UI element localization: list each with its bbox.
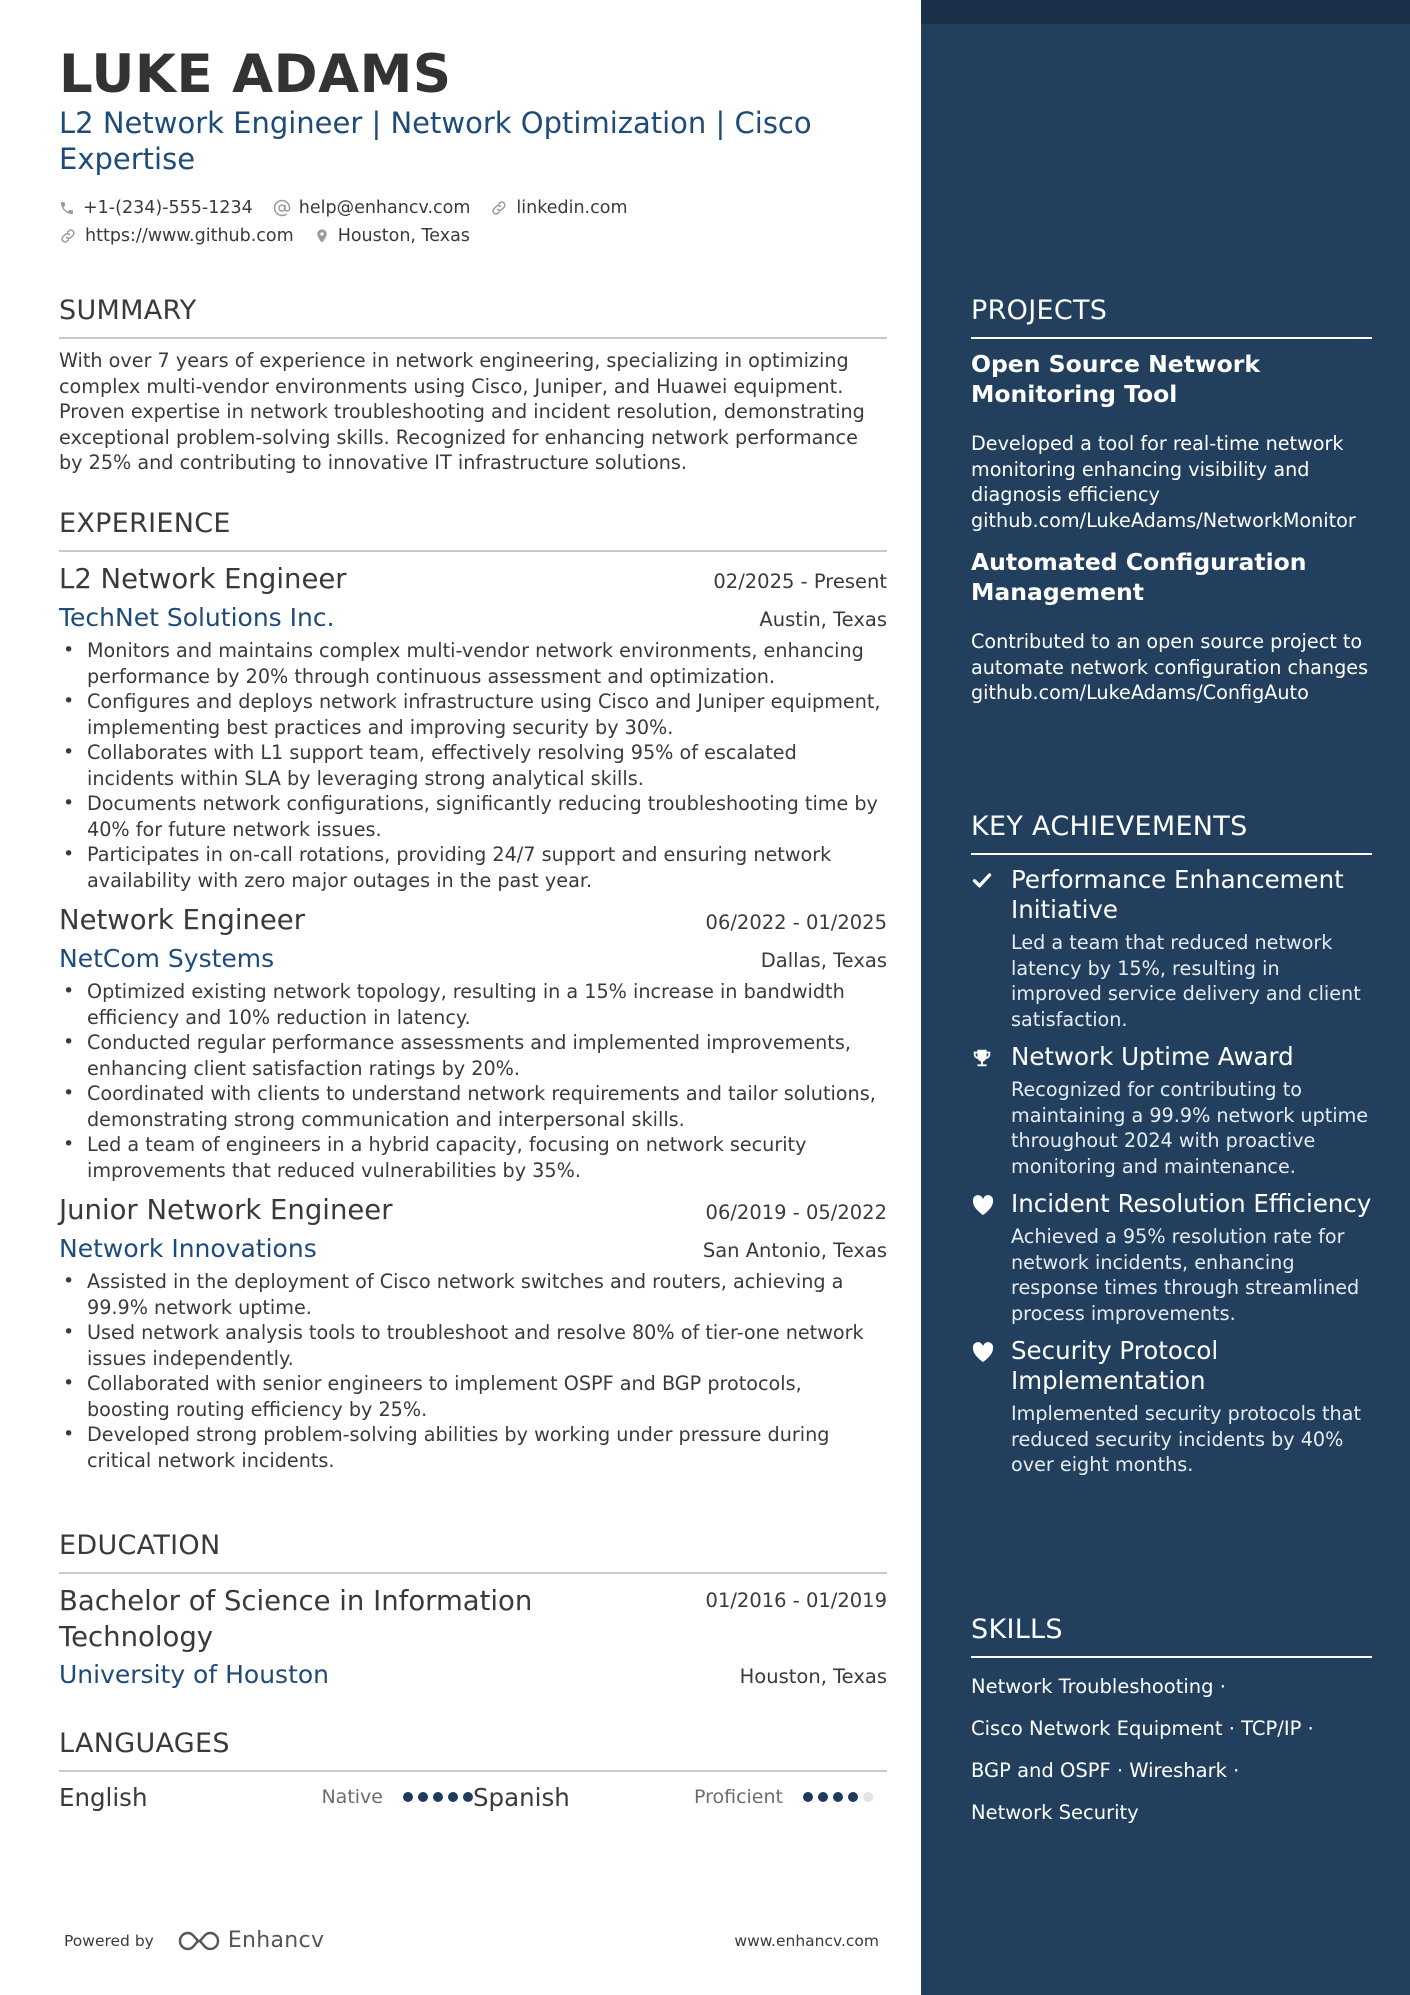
section-title: EXPERIENCE bbox=[59, 507, 887, 552]
at-icon bbox=[273, 199, 291, 217]
experience-section bbox=[59, 507, 887, 1473]
linkedin-text: linkedin.com bbox=[516, 198, 628, 218]
enhancv-logo[interactable] bbox=[176, 1928, 324, 1953]
project-description: Contributed to an open source project to automate network configuration changes bbox=[971, 630, 1369, 679]
language-name: English bbox=[59, 1782, 148, 1812]
job-title: Network Engineer bbox=[59, 904, 306, 936]
education-location: Houston, Texas bbox=[739, 1665, 887, 1688]
job-location: Austin, Texas bbox=[759, 608, 887, 631]
projects-section bbox=[971, 294, 1372, 706]
project-link[interactable]: github.com/LukeAdams/NetworkMonitor bbox=[971, 508, 1356, 532]
achievement-item bbox=[971, 1189, 1372, 1326]
job-company: TechNet Solutions Inc. bbox=[59, 603, 335, 632]
job-bullets bbox=[59, 979, 887, 1183]
skill-line: Network Security bbox=[971, 1801, 1139, 1824]
project-description: Developed a tool for real-time network monitoring enhancing visibility and diagnosis efficiency bbox=[971, 432, 1344, 506]
skill-line: BGP and OSPF · Wireshark · bbox=[971, 1759, 1240, 1782]
achievement-description: Led a team that reduced network latency by 15%, resulting in improved service delivery and client satisfaction. bbox=[1011, 931, 1361, 1031]
section-title: SUMMARY bbox=[59, 294, 887, 339]
rating-dot-filled bbox=[433, 1792, 443, 1802]
job-bullets bbox=[59, 1269, 887, 1473]
section-title: KEY ACHIEVEMENTS bbox=[971, 810, 1372, 855]
powered-by-label: Powered by bbox=[64, 1931, 154, 1950]
job-location: San Antonio, Texas bbox=[702, 1239, 887, 1262]
phone-text: +1-(234)-555-1234 bbox=[83, 198, 253, 218]
contact-linkedin[interactable] bbox=[490, 198, 627, 218]
bullet-item: • Participates in on-call rotations, providing 24/7 support and ensuring network availability with zero major outages in the past year. bbox=[59, 842, 887, 893]
footer-site[interactable]: www.enhancv.com bbox=[734, 1931, 879, 1950]
languages-section bbox=[59, 1727, 887, 1812]
heart-icon bbox=[971, 1341, 995, 1363]
headline: L2 Network Engineer | Network Optimization | Cisco Expertise bbox=[59, 106, 812, 176]
language-rating bbox=[403, 1792, 473, 1802]
achievement-title: Performance Enhancement Initiative bbox=[1011, 865, 1344, 924]
language-item bbox=[473, 1783, 873, 1812]
project-item bbox=[971, 547, 1372, 706]
bullet-item: • Assisted in the deployment of Cisco network switches and routers, achieving a 99.9% network uptime. bbox=[59, 1269, 887, 1320]
achievement-item bbox=[971, 1336, 1372, 1478]
brand-name: Enhancv bbox=[227, 1928, 325, 1953]
rating-dot-filled bbox=[833, 1792, 843, 1802]
job-dates: 06/2022 - 01/2025 bbox=[705, 911, 887, 934]
project-title: Automated Configuration Management bbox=[971, 548, 1307, 606]
skills-section bbox=[971, 1613, 1372, 1834]
skills-list bbox=[971, 1666, 1372, 1834]
rating-dot-empty bbox=[863, 1792, 873, 1802]
degree: Bachelor of Science in Information Technology bbox=[59, 1585, 533, 1653]
rating-dot-filled bbox=[803, 1792, 813, 1802]
bullet-item: • Used network analysis tools to troubleshoot and resolve 80% of tier-one network issues independently. bbox=[59, 1320, 887, 1371]
link-icon bbox=[490, 199, 508, 217]
project-link[interactable]: github.com/LukeAdams/ConfigAuto bbox=[971, 681, 1309, 704]
bullet-item: • Conducted regular performance assessments and implemented improvements, enhancing client satisfaction ratings by 20%. bbox=[59, 1030, 887, 1081]
bullet-item: • Developed strong problem-solving abilities by working under pressure during critical network incidents. bbox=[59, 1422, 887, 1473]
rating-dot-filled bbox=[818, 1792, 828, 1802]
bullet-item: • Optimized existing network topology, resulting in a 15% increase in bandwidth efficiency and 10% reduction in latency. bbox=[59, 979, 887, 1030]
job-company: NetCom Systems bbox=[59, 944, 275, 973]
check-icon bbox=[971, 870, 993, 890]
github-text: https://www.github.com bbox=[85, 226, 294, 246]
bullet-item: • Collaborated with senior engineers to implement OSPF and BGP protocols, boosting routing efficiency by 25%. bbox=[59, 1371, 887, 1422]
job-entry bbox=[59, 1193, 887, 1473]
rating-dot-filled bbox=[463, 1792, 473, 1802]
achievement-description: Implemented security protocols that reduced security incidents by 40% over eight months. bbox=[1011, 1402, 1361, 1476]
achievement-description: Achieved a 95% resolution rate for network incidents, enhancing response times through streamlined process improvements. bbox=[1011, 1225, 1360, 1325]
contact-github[interactable] bbox=[59, 226, 294, 246]
job-title: Junior Network Engineer bbox=[59, 1194, 393, 1226]
contact-location bbox=[314, 226, 470, 246]
bullet-item: • Collaborates with L1 support team, effectively resolving 95% of escalated incidents within SLA by leveraging strong analytical skills. bbox=[59, 740, 887, 791]
sidebar-top-strip bbox=[921, 0, 1410, 24]
rating-dot-filled bbox=[418, 1792, 428, 1802]
job-company: Network Innovations bbox=[59, 1234, 317, 1263]
link-icon bbox=[59, 227, 77, 245]
language-name: Spanish bbox=[473, 1782, 570, 1812]
school: University of Houston bbox=[59, 1660, 330, 1689]
achievement-description: Recognized for contributing to maintaining a 99.9% network uptime throughout 2024 with proactive monitoring and maintenance. bbox=[1011, 1078, 1369, 1178]
contact-info bbox=[59, 194, 859, 250]
bullet-item: • Documents network configurations, significantly reducing troubleshooting time by 40% for future network issues. bbox=[59, 791, 887, 842]
achievement-title: Network Uptime Award bbox=[1011, 1042, 1294, 1071]
email-text: help@enhancv.com bbox=[298, 198, 471, 218]
skill-line: Cisco Network Equipment · TCP/IP · bbox=[971, 1717, 1314, 1740]
bullet-item: • Configures and deploys network infrastructure using Cisco and Juniper equipment, implementing best practices and improving security by 30%. bbox=[59, 689, 887, 740]
footer bbox=[64, 1928, 879, 1953]
contact-email[interactable] bbox=[273, 198, 471, 218]
job-location: Dallas, Texas bbox=[760, 949, 887, 972]
enhancv-logo-icon bbox=[176, 1929, 222, 1953]
job-entry bbox=[59, 562, 887, 893]
achievement-item bbox=[971, 865, 1372, 1032]
skill-line: Network Troubleshooting · bbox=[971, 1675, 1226, 1698]
language-item bbox=[59, 1783, 473, 1812]
sidebar bbox=[921, 0, 1410, 1995]
education-dates: 01/2016 - 01/2019 bbox=[705, 1589, 887, 1612]
job-title: L2 Network Engineer bbox=[59, 563, 347, 595]
location-pin-icon bbox=[314, 227, 330, 245]
job-dates: 02/2025 - Present bbox=[713, 570, 887, 593]
bullet-item: • Coordinated with clients to understand network requirements and tailor solutions, demonstrating strong communication and interpersonal skills. bbox=[59, 1081, 887, 1132]
section-title: SKILLS bbox=[971, 1613, 1372, 1658]
bullet-item: • Monitors and maintains complex multi-vendor network environments, enhancing performance by 20% through continuous assessment and optimization. bbox=[59, 638, 887, 689]
section-title: EDUCATION bbox=[59, 1529, 887, 1574]
rating-dot-filled bbox=[848, 1792, 858, 1802]
project-item bbox=[971, 349, 1372, 533]
education-section bbox=[59, 1529, 887, 1691]
language-rating bbox=[803, 1792, 873, 1802]
achievement-title: Incident Resolution Efficiency bbox=[1011, 1189, 1372, 1218]
language-level: Native bbox=[321, 1786, 383, 1808]
job-entry bbox=[59, 903, 887, 1183]
bullet-item: • Led a team of engineers in a hybrid capacity, focusing on network security improvements that reduced vulnerabilities by 35%. bbox=[59, 1132, 887, 1183]
rating-dot-filled bbox=[403, 1792, 413, 1802]
achievements-section bbox=[971, 810, 1372, 1478]
project-title: Open Source Network Monitoring Tool bbox=[971, 350, 1260, 408]
language-level: Proficient bbox=[693, 1786, 783, 1808]
achievement-item bbox=[971, 1042, 1372, 1179]
heart-icon bbox=[971, 1194, 995, 1216]
summary-text: With over 7 years of experience in network engineering, specializing in optimizing complex multi-vendor environments using Cisco, Juniper, and Huawei equipment. Proven expertise in network troubleshooting and incident resolution, demonstrating exceptional problem-solving skills. Recognized for enhancing network performance by 25% and contributing to innovative IT infrastructure solutions. bbox=[59, 349, 865, 474]
trophy-icon bbox=[971, 1047, 993, 1069]
achievement-title: Security Protocol Implementation bbox=[1011, 1336, 1219, 1395]
rating-dot-filled bbox=[448, 1792, 458, 1802]
contact-phone[interactable] bbox=[59, 198, 253, 218]
summary-section bbox=[59, 294, 887, 476]
section-title: LANGUAGES bbox=[59, 1727, 887, 1772]
phone-icon bbox=[59, 200, 75, 216]
job-dates: 06/2019 - 05/2022 bbox=[705, 1201, 887, 1224]
candidate-name: LUKE ADAMS bbox=[59, 44, 452, 105]
section-title: PROJECTS bbox=[971, 294, 1372, 339]
location-text: Houston, Texas bbox=[337, 226, 470, 246]
job-bullets bbox=[59, 638, 887, 893]
